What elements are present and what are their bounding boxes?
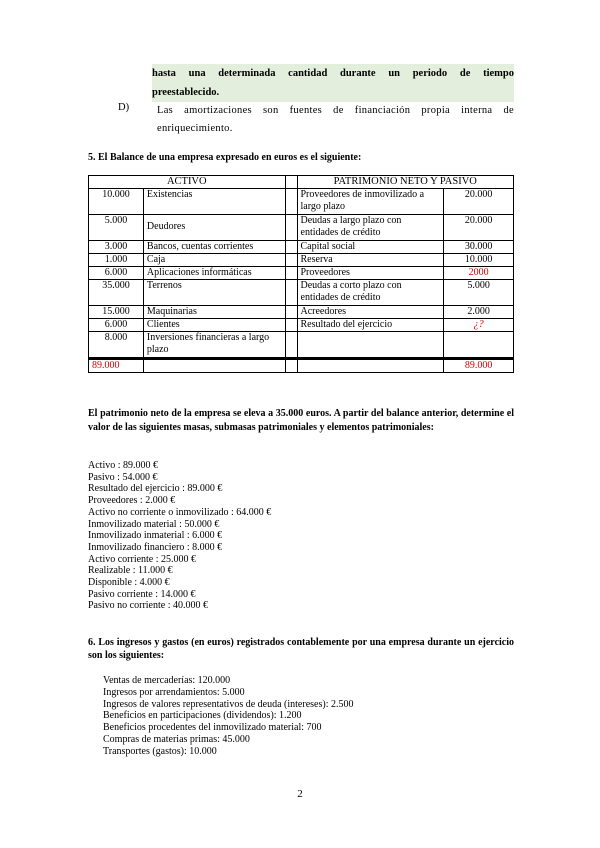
total-pasivo: 89.000 xyxy=(444,359,514,373)
pasivo-label: Deudas a largo plazo con entidades de crédito xyxy=(297,215,444,241)
list-item: Pasivo : 54.000 € xyxy=(88,471,158,483)
activo-value: 8.000 xyxy=(89,332,144,359)
answer-list xyxy=(88,460,271,612)
activo-value: 10.000 xyxy=(89,189,144,215)
header-patrimonio: PATRIMONIO NETO Y PASIVO xyxy=(297,176,514,189)
activo-value: 6.000 xyxy=(89,319,144,332)
activo-value: 15.000 xyxy=(89,306,144,319)
pasivo-label: Capital social xyxy=(297,241,444,254)
page-number: 2 xyxy=(297,788,303,800)
activo-label: Maquinarias xyxy=(143,306,285,319)
list-item: Proveedores : 2.000 € xyxy=(88,495,176,507)
activo-label: Existencias xyxy=(143,189,285,215)
pasivo-label: Deudas a corto plazo con entidades de crédito xyxy=(297,280,444,306)
pasivo-label: Proveedores de inmovilizado a largo plazo xyxy=(297,189,444,215)
activo-value: 6.000 xyxy=(89,267,144,280)
balance-sheet-table xyxy=(88,175,514,373)
pasivo-value: 5.000 xyxy=(444,280,514,306)
total-activo: 89.000 xyxy=(89,359,144,373)
pasivo-value: 30.000 xyxy=(444,241,514,254)
pasivo-value: 2000 xyxy=(444,267,514,280)
income-expense-list xyxy=(103,675,353,758)
list-item: Ventas de mercaderías: 120.000 xyxy=(103,675,231,686)
pasivo-value: 20.000 xyxy=(444,189,514,215)
list-item: Disponible : 4.000 € xyxy=(88,577,170,589)
list-item: Activo : 89.000 € xyxy=(88,460,158,471)
question-5-title: 5. El Balance de una empresa expresado en euros es el siguiente: xyxy=(88,152,362,163)
list-item: Ingresos por arrendamientos: 5.000 xyxy=(103,686,245,698)
item-d-label: D) xyxy=(118,102,130,113)
table-row xyxy=(89,215,514,241)
activo-value: 3.000 xyxy=(89,241,144,254)
list-item: Inmovilizado inmaterial : 6.000 € xyxy=(88,530,223,542)
list-item: Beneficios procedentes del inmovilizado material: 700 xyxy=(103,722,322,734)
table-row xyxy=(89,267,514,280)
pasivo-value xyxy=(444,332,514,359)
activo-label: Bancos, cuentas corrientes xyxy=(143,241,285,254)
table-total-row xyxy=(89,359,514,373)
activo-value: 1.000 xyxy=(89,254,144,267)
activo-label: Caja xyxy=(143,254,285,267)
pasivo-label: Acreedores xyxy=(297,306,444,319)
highlight-line-1: hasta una determinada cantidad durante un periodo de tiempo xyxy=(152,68,514,79)
header-activo: ACTIVO xyxy=(89,176,286,189)
list-item: Activo corriente : 25.000 € xyxy=(88,553,197,565)
activo-value: 35.000 xyxy=(89,280,144,306)
activo-label: Clientes xyxy=(143,319,285,332)
table-header-row xyxy=(89,176,514,189)
activo-label: Terrenos xyxy=(143,280,285,306)
pasivo-value: ¿? xyxy=(444,319,514,332)
list-item: Compras de materias primas: 45.000 xyxy=(103,733,250,745)
list-item: Inmovilizado financiero : 8.000 € xyxy=(88,541,223,553)
pasivo-label: Reserva xyxy=(297,254,444,267)
highlighted-text-block xyxy=(152,64,514,102)
table-row xyxy=(89,241,514,254)
list-item: Resultado del ejercicio : 89.000 € xyxy=(88,483,223,495)
list-item: Transportes (gastos): 10.000 xyxy=(103,745,217,757)
table-row xyxy=(89,189,514,215)
activo-label: Inversiones financieras a largo plazo xyxy=(143,332,285,359)
question-5-statement: El patrimonio neto de la empresa se eleva a 35.000 euros. A partir del balance anterior, determine el valor de las siguientes masas, submasas patrimoniales y elementos patrimoniales: xyxy=(88,408,514,433)
list-item: Pasivo corriente : 14.000 € xyxy=(88,588,196,600)
table-row xyxy=(89,332,514,359)
highlight-line-2: preestablecido. xyxy=(152,87,220,98)
pasivo-value: 20.000 xyxy=(444,215,514,241)
pasivo-label: Proveedores xyxy=(297,267,444,280)
table-row xyxy=(89,254,514,267)
list-item: Realizable : 11.000 € xyxy=(88,565,173,577)
activo-label: Deudores xyxy=(143,215,285,241)
activo-label: Aplicaciones informáticas xyxy=(143,267,285,280)
activo-value: 5.000 xyxy=(89,215,144,241)
list-item: Activo no corriente o inmovilizado : 64.000 € xyxy=(88,506,272,518)
pasivo-label: Resultado del ejercicio xyxy=(297,319,444,332)
item-d-text: Las amortizaciones son fuentes de financiación propia interna de enriquecimiento. xyxy=(157,105,514,134)
table-row xyxy=(89,319,514,332)
table-row xyxy=(89,306,514,319)
pasivo-value: 2.000 xyxy=(444,306,514,319)
list-item: Pasivo no corriente : 40.000 € xyxy=(88,600,208,612)
pasivo-value: 10.000 xyxy=(444,254,514,267)
list-item: Beneficios en participaciones (dividendos): 1.200 xyxy=(103,710,302,722)
list-item: Ingresos de valores representativos de deuda (intereses): 2.500 xyxy=(103,698,354,710)
list-item: Inmovilizado material : 50.000 € xyxy=(88,518,220,530)
question-6-title: 6. Los ingresos y gastos (en euros) registrados contablemente por una empresa durante un ejercicio son los siguientes: xyxy=(88,637,514,661)
table-row xyxy=(89,280,514,306)
pasivo-label xyxy=(297,332,444,359)
